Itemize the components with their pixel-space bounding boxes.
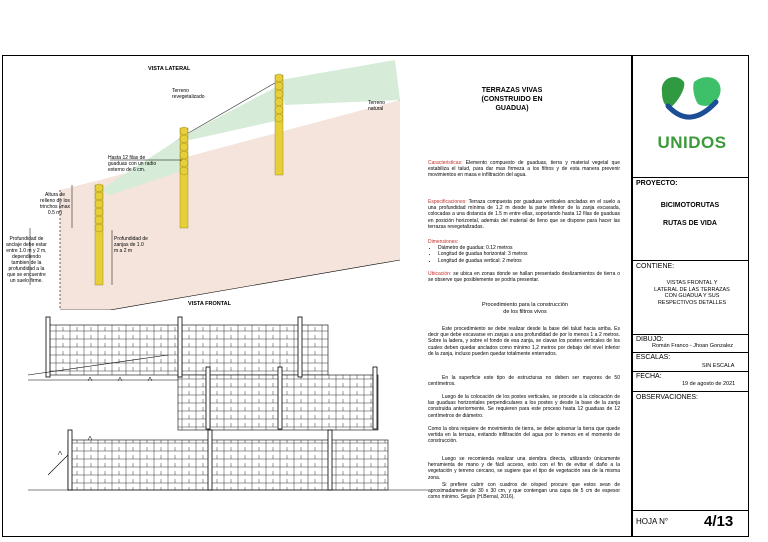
dimensiones-list	[428, 245, 620, 264]
dimensiones-block	[428, 239, 620, 264]
tb-divider	[632, 177, 748, 178]
frontal-view-diagram	[28, 315, 428, 535]
lateral-view-title: VISTA LATERAL	[148, 66, 191, 72]
procedimiento-p2: En la superficie este tipo de estructuras no deben ser mayores de 50 centímetros.	[428, 375, 620, 388]
dimension-item: • Diámetro de guadua: 0.12 metros	[438, 245, 620, 251]
dimensiones-label: Dimensiones:	[428, 239, 459, 245]
escalas-value: SIN ESCALA	[702, 363, 735, 369]
observaciones-label: OBSERVACIONES:	[636, 394, 698, 401]
ubicacion-block	[428, 271, 620, 283]
dimension-item: • Longitud de guadua horizontal: 3 metros	[438, 251, 620, 257]
lateral-view-diagram	[0, 60, 410, 310]
ubicacion-text: se ubica en zonas donde se hallan presentado deslizamientos de tierra o se observe que posiblemente se podría presentar.	[428, 271, 621, 284]
label-filas-guadua: Hasta 12 filas de guaduas con un radio externo de 6 cm.	[108, 155, 157, 173]
label-altura-relleno: Altura de relleno de los trinchos (max 0.5 m)	[40, 192, 71, 216]
fecha-value: 19 de agosto de 2021	[682, 381, 736, 387]
unidos-logo-text: UNIDOS	[657, 133, 727, 152]
caracteristicas-text: Elemento compuesto de guaduas, tierra y material vegetal que estabiliza el talud, para dar mas firmeza a los filtros y de esta manera prevenir movimientos en masa e infiltración del agua.	[428, 160, 620, 179]
caracteristicas-label: Caracteristicas:	[428, 160, 463, 166]
label-profundidad-anclaje: Profundidad de anclaje debe estar entre 1.0 m y 2 m, dependiendo tambien de la profundidad a la que se encuentre un suelo firme.	[6, 236, 47, 284]
especificaciones-text: Terraza compuesta por guaduas verticales ancladas en el suelo a una profundidad mínima de 1,2 m desde la parte inferior de la zanja excavada, colocadas a una distancia de 1.5 m entre ellas, soportando hasta 12 filas de guaduas en posición horizontal, además del material de lleno que se dispone para hacer las terrazas revegetalizadas.	[428, 199, 620, 230]
terrazas-title: TERRAZAS VIVAS (CONSTRUIDO EN GUADUA)	[481, 87, 543, 112]
procedimiento-p4: Como la obra requiere de movimiento de tierra, se debe apisonar la tierra que quede vertida en la terraza, evitando infiltración del agua por lo menos en el momento de construcción.	[428, 426, 620, 445]
tb-divider	[632, 391, 748, 392]
unidos-logo-mark	[654, 72, 728, 126]
proyecto-value: BICIMOTORUTAS	[660, 202, 720, 209]
contiene-label: CONTIENE:	[636, 263, 675, 270]
escalas-label: ESCALAS:	[636, 354, 671, 361]
dibujo-label: DIBUJÓ:	[636, 336, 664, 343]
hoja-label: HOJA N°	[636, 517, 669, 526]
frontal-view-title: VISTA FRONTAL	[188, 301, 231, 307]
proyecto-label: PROYECTO:	[636, 180, 678, 187]
dimension-item: • Longitud de guadua vertical: 2 metros	[438, 258, 620, 264]
label-terreno-natural: Terreno natural	[368, 100, 385, 112]
caracteristicas-block	[428, 160, 620, 179]
fecha-label: FECHA:	[636, 373, 662, 380]
tb-divider	[632, 260, 748, 261]
contiene-value: VISTAS FRONTAL Y LATERAL DE LAS TERRAZAS CON GUADUA Y SUS RESPECTIVOS DETALLES	[654, 280, 730, 306]
tb-divider	[632, 334, 748, 335]
tb-divider	[632, 510, 748, 511]
label-profundidad-zanjas: Profundidad de zanjas de 1.0 m a 2 m	[114, 236, 148, 254]
procedimiento-p1: Este procedimiento se debe realizar desde la base del talud hacia arriba. Es decir que debe excavarse en zanjas a una profundidad de por lo menos 1 a 2 metros. Sobre la ladera, y sobre el fondo de esa zanja, se clavan los postes verticales de los cuales deben quedar anclados como mínimo 1,2 metros por debajo del nivel inferior de la zanja, incluso pueden quedar totalmente enterrados.	[428, 326, 620, 357]
especificaciones-label: Especificaciones:	[428, 199, 467, 205]
procedimiento-p5: Luego se recomienda realizar una siembra directa, utilizando únicamente herramienta de mano y de fácil acceso, esto con el fin de evitar el daño a la vegetación y terreno cercano, se sugiere que el tipo de vegetación sea de la misma zona.	[428, 456, 620, 481]
subproyecto-value: RUTAS DE VIDA	[663, 220, 717, 227]
ubicacion-label: Ubicación:	[428, 271, 452, 277]
tb-divider	[632, 352, 748, 353]
tb-divider	[632, 371, 748, 372]
procedimiento-p3: Luego de la colocación de los postes verticales, se procede a la colocación de las guaduas horizontales perpendiculares a los postes y desde la base de la zanja construida anteriormente. Se requieren para este proceso hasta 12 guaduas de 12 centímetros de diámetro.	[428, 394, 620, 419]
procedimiento-p6: Si prefiere cubrir con cuadros de césped procure que estos sean de aproximadamente de 30 x 30 cm, y que contengan una capa de 5 cm de espesor como mínimo. Según (H.Bernal, 2016).	[428, 482, 620, 501]
hoja-value: 4/13	[704, 513, 734, 530]
especificaciones-block	[428, 199, 620, 230]
label-terreno-revegetalizado: Terreno revegetalizado	[172, 88, 205, 100]
dibujo-value: Román Franco - Jhoan Gonzalez	[652, 343, 734, 349]
procedimiento-title: Procedimiento para la construcción de los filtros vivos	[482, 302, 568, 315]
